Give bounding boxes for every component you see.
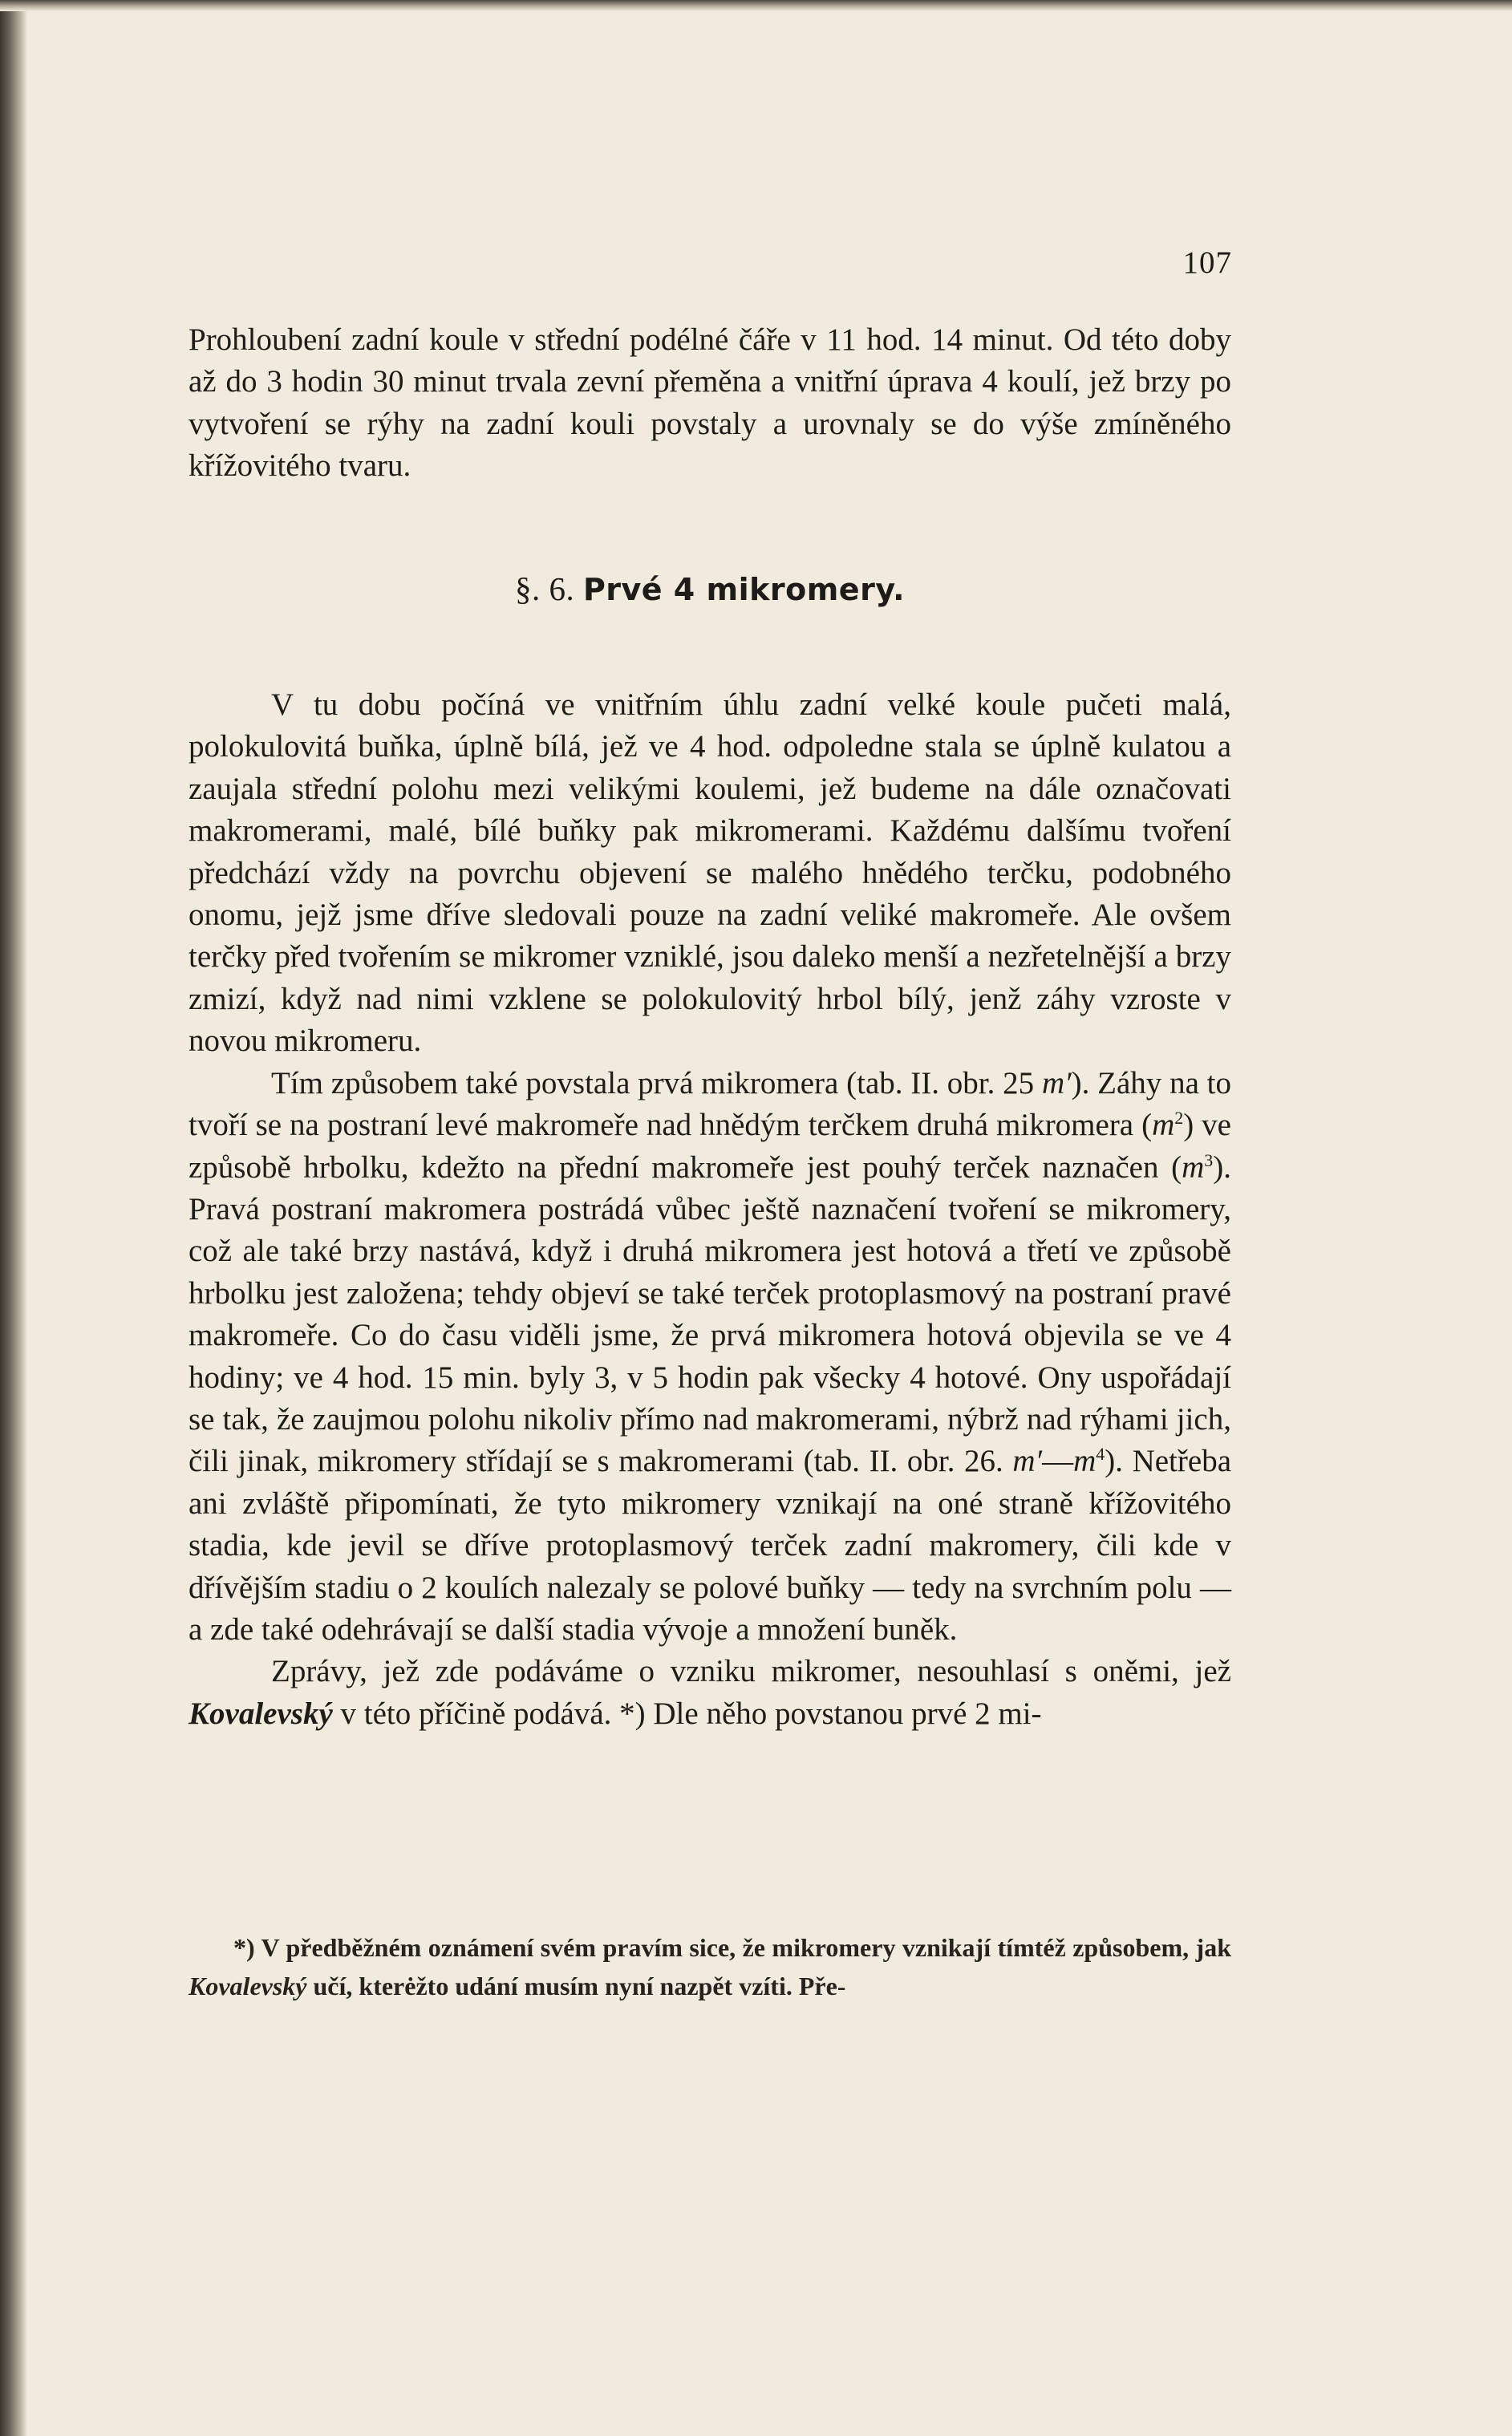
main-text xyxy=(188,319,1231,1735)
paragraph-3-text-d: ). Pravá postraní makromera postrádá vůbec ještě naznačení tvoření se mikromery, což ale také brzy nastává, když i druhá mikromera jest hotová a třetí ve způsobě hrbolku jest založena; tehdy objeví se také terček protoplasmový na postraní pravé makromeře. Co do času viděli jsme, že prvá mikromera hotová objevila se ve 4 hodiny; ve 4 hod. 15 min. byly 3, v 5 hodin pak všecky 4 hotové. Ony uspořádají se tak, že zaujmou polohu nikoliv přímo nad makromerami, nýbrž nad rýhami jich, čili jinak, mikromery střídají se s makromerami (tab. II. obr. 26. xyxy=(188,1149,1231,1479)
paragraph-4-text-b: v této příčině podává. *) Dle něho povstanou prvé 2 mi- xyxy=(332,1696,1042,1731)
symbol-m2: m xyxy=(1152,1108,1175,1143)
page-number: 107 xyxy=(1182,245,1232,280)
paragraph-3-text-c: ) ve způsobě hrbolku, kdežto na přední makromeře jest pouhý terček naznačen ( xyxy=(188,1108,1231,1185)
symbol-m3: m xyxy=(1182,1149,1205,1185)
symbol-m4-sup: 4 xyxy=(1096,1444,1105,1465)
symbol-m-prime: m′ xyxy=(1012,1444,1043,1479)
footnote-text-b: učí, kterėžto udání musím nyní nazpět vzíti. Pře- xyxy=(306,1972,846,2000)
symbol-m4: m xyxy=(1073,1444,1097,1479)
paragraph-3-text-a: Tím způsobem také povstala prvá mikromera (tab. II. obr. 25 xyxy=(271,1065,1042,1100)
page-top-shadow xyxy=(0,0,1512,11)
paragraph-2: V tu dobu počíná ve vnitřním úhlu zadní velké koule pučeti malá, polokulovitá buňka, úplně bílá, jež ve 4 hod. odpoledne stala se úplně kulatou a zaujala střední polohu mezi velikými koulemi, jež budeme na dále označovati makromerami, malé, bílé buňky pak mikromerami. Každému dalšímu tvoření předchází vždy na povrchu objevení se malého hnědého terčku, podobného onomu, jejž jsme dříve sledovali pouze na zadní veliké makromeře. Ale ovšem terčky před tvořením se mikromer vzniklé, jsou daleko menší a nezřetelnější a brzy zmizí, když nad nimi vzklene se polokulovitý hrbol bílý, jenž záhy vzroste v novou mikromeru. xyxy=(188,687,1231,1059)
footnote-text xyxy=(188,1928,1231,2005)
author-name: Kovalevský xyxy=(188,1696,333,1731)
paragraph-1: Prohloubení zadní koule v střední podélné čáře v 11 hod. 14 minut. Od této doby až do 3 hodin 30 minut trvala zevní přeměna a vnitřní úprava 4 koulí, jež brzy po vytvoření se rýhy na zadní kouli povstaly a urovnaly se do výše zmíněného křížovitého tvaru. xyxy=(188,322,1231,484)
paragraph-3-text-e: ). Netřeba ani zvláště připomínati, že tyto mikromery vznikají na oné straně křížovitého stadia, kde jevil se dříve protoplasmový terček zadní makromery, čili kde v dřívějším stadiu o 2 koulích nalezaly se polové buňky — tedy na svrchním polu — a zde také odehrávají se další stadia vývoje a množení buněk. xyxy=(188,1444,1231,1647)
section-number: §. 6. xyxy=(514,569,575,607)
range-dash: — xyxy=(1042,1444,1074,1479)
section-title: Prvé 4 mikromery. xyxy=(582,571,906,607)
symbol-m1: m′ xyxy=(1041,1065,1072,1100)
symbol-m2-sup: 2 xyxy=(1174,1108,1184,1129)
symbol-m3-sup: 3 xyxy=(1204,1149,1214,1170)
section-heading xyxy=(188,568,1231,610)
paragraph-3 xyxy=(188,1063,1231,1652)
paragraph-4 xyxy=(188,1651,1231,1735)
page-binding-edge xyxy=(0,0,27,2436)
paragraph-3-text-b: ). Záhy na to tvoří se na postraní levé makromeře nad hnědým terčkem druhá mikromera ( xyxy=(188,1065,1231,1143)
footnote-author-name: Kovalevský xyxy=(188,1972,307,2000)
footnote xyxy=(188,1928,1231,2005)
paragraph-4-text-a: Zprávy, jež zde podáváme o vzniku mikromer, nesouhlasí s oněmi, jež xyxy=(271,1654,1231,1689)
footnote-text-a: *) V předběžném oznámení svém pravím sice, že mikromery vznikají tímtéž způsobem, jak xyxy=(233,1933,1231,1962)
